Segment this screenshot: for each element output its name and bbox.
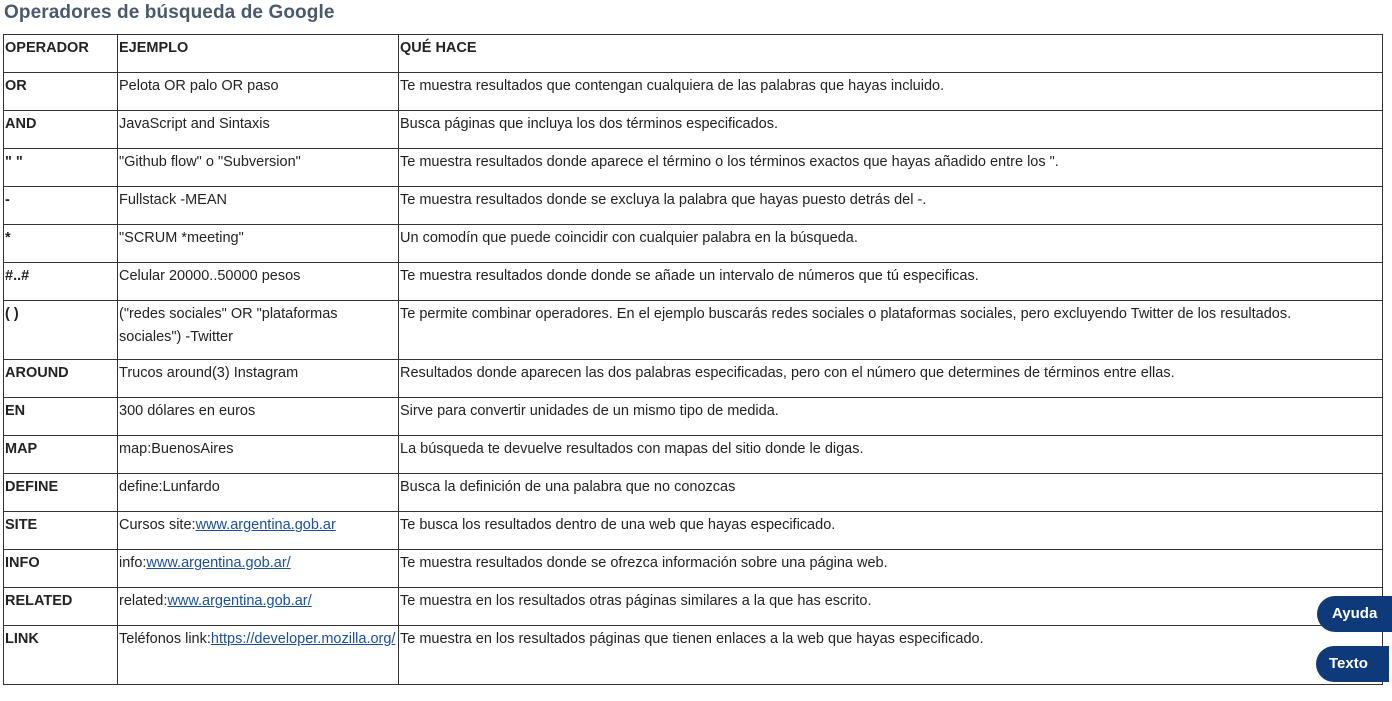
text-button[interactable]: Texto (1316, 646, 1389, 682)
description-cell: La búsqueda te devuelve resultados con mapas del sitio donde le digas. (399, 436, 1383, 474)
operator-cell: LINK (4, 626, 118, 685)
example-cell: Pelota OR palo OR paso (118, 73, 399, 111)
page-title: Operadores de búsqueda de Google (4, 2, 335, 23)
table-row (4, 263, 1383, 301)
table-row (4, 512, 1383, 550)
description-cell: Sirve para convertir unidades de un mismo tipo de medida. (399, 398, 1383, 436)
example-cell: 300 dólares en euros (118, 398, 399, 436)
table-row (4, 436, 1383, 474)
example-cell: JavaScript and Sintaxis (118, 111, 399, 149)
example-prefix: Teléfonos link: (119, 631, 211, 647)
table-row (4, 301, 1383, 360)
operator-cell: AND (4, 111, 118, 149)
table-row (4, 187, 1383, 225)
description-cell: Un comodín que puede coincidir con cualquier palabra en la búsqueda. (399, 225, 1383, 263)
operator-cell: ( ) (4, 301, 118, 360)
operator-cell: DEFINE (4, 474, 118, 512)
header-operador: OPERADOR (4, 35, 118, 73)
example-prefix: related: (119, 593, 168, 609)
operator-cell: - (4, 187, 118, 225)
description-cell: Busca páginas que incluya los dos términos especificados. (399, 111, 1383, 149)
table-row (4, 111, 1383, 149)
help-button[interactable]: Ayuda (1317, 596, 1392, 632)
operator-cell: MAP (4, 436, 118, 474)
operator-cell: INFO (4, 550, 118, 588)
table-row (4, 398, 1383, 436)
operator-cell: AROUND (4, 360, 118, 398)
example-cell (118, 588, 399, 626)
description-cell: Te muestra resultados donde aparece el término o los términos exactos que hayas añadido entre los ". (399, 149, 1383, 187)
table-header-row (4, 35, 1383, 73)
operators-table (3, 34, 1383, 685)
example-link[interactable]: https://developer.mozilla.org/ (210, 631, 396, 647)
table-row (4, 626, 1383, 685)
example-cell: define:Lunfardo (118, 474, 399, 512)
description-cell: Busca la definición de una palabra que no conozcas (399, 474, 1383, 512)
description-cell: Te muestra resultados donde donde se añade un intervalo de números que tú especificas. (399, 263, 1383, 301)
description-cell: Te muestra en los resultados páginas que tienen enlaces a la web que hayas especificado. (399, 626, 1383, 685)
description-cell: Te muestra resultados que contengan cualquiera de las palabras que hayas incluido. (399, 73, 1383, 111)
example-link[interactable]: www.argentina.gob.ar/ (146, 555, 291, 571)
description-cell: Te busca los resultados dentro de una web que hayas especificado. (399, 512, 1383, 550)
example-cell (118, 550, 399, 588)
example-prefix: Cursos site: (119, 517, 196, 533)
table-row (4, 550, 1383, 588)
operator-cell: EN (4, 398, 118, 436)
example-cell: Celular 20000..50000 pesos (118, 263, 399, 301)
example-cell: ("redes sociales" OR "plataformas sociales") -Twitter (118, 301, 399, 360)
description-cell: Te muestra resultados donde se excluya la palabra que hayas puesto detrás del -. (399, 187, 1383, 225)
header-que-hace: QUÉ HACE (399, 35, 1383, 73)
operator-cell: OR (4, 73, 118, 111)
operator-cell: " " (4, 149, 118, 187)
table-row (4, 149, 1383, 187)
operator-cell: SITE (4, 512, 118, 550)
description-cell: Te permite combinar operadores. En el ejemplo buscarás redes sociales o plataformas sociales, pero excluyendo Twitter de los resultados. (399, 301, 1383, 360)
example-cell: Trucos around(3) Instagram (118, 360, 399, 398)
description-cell: Te muestra resultados donde se ofrezca información sobre una página web. (399, 550, 1383, 588)
example-prefix: info: (119, 555, 147, 571)
header-ejemplo: EJEMPLO (118, 35, 399, 73)
table-row (4, 360, 1383, 398)
table-row (4, 474, 1383, 512)
example-cell: map:BuenosAires (118, 436, 399, 474)
example-cell (118, 512, 399, 550)
table-row (4, 588, 1383, 626)
example-link[interactable]: www.argentina.gob.ar (195, 517, 336, 533)
example-cell: Fullstack -MEAN (118, 187, 399, 225)
description-cell: Te muestra en los resultados otras páginas similares a la que has escrito. (399, 588, 1383, 626)
table-row (4, 225, 1383, 263)
operator-cell: #..# (4, 263, 118, 301)
example-link[interactable]: www.argentina.gob.ar/ (167, 593, 312, 609)
example-cell (118, 626, 399, 685)
example-cell: "Github flow" o "Subversion" (118, 149, 399, 187)
example-cell: "SCRUM *meeting" (118, 225, 399, 263)
description-cell: Resultados donde aparecen las dos palabras especificadas, pero con el número que determines de términos entre ellas. (399, 360, 1383, 398)
operator-cell: * (4, 225, 118, 263)
operator-cell: RELATED (4, 588, 118, 626)
table-row (4, 73, 1383, 111)
